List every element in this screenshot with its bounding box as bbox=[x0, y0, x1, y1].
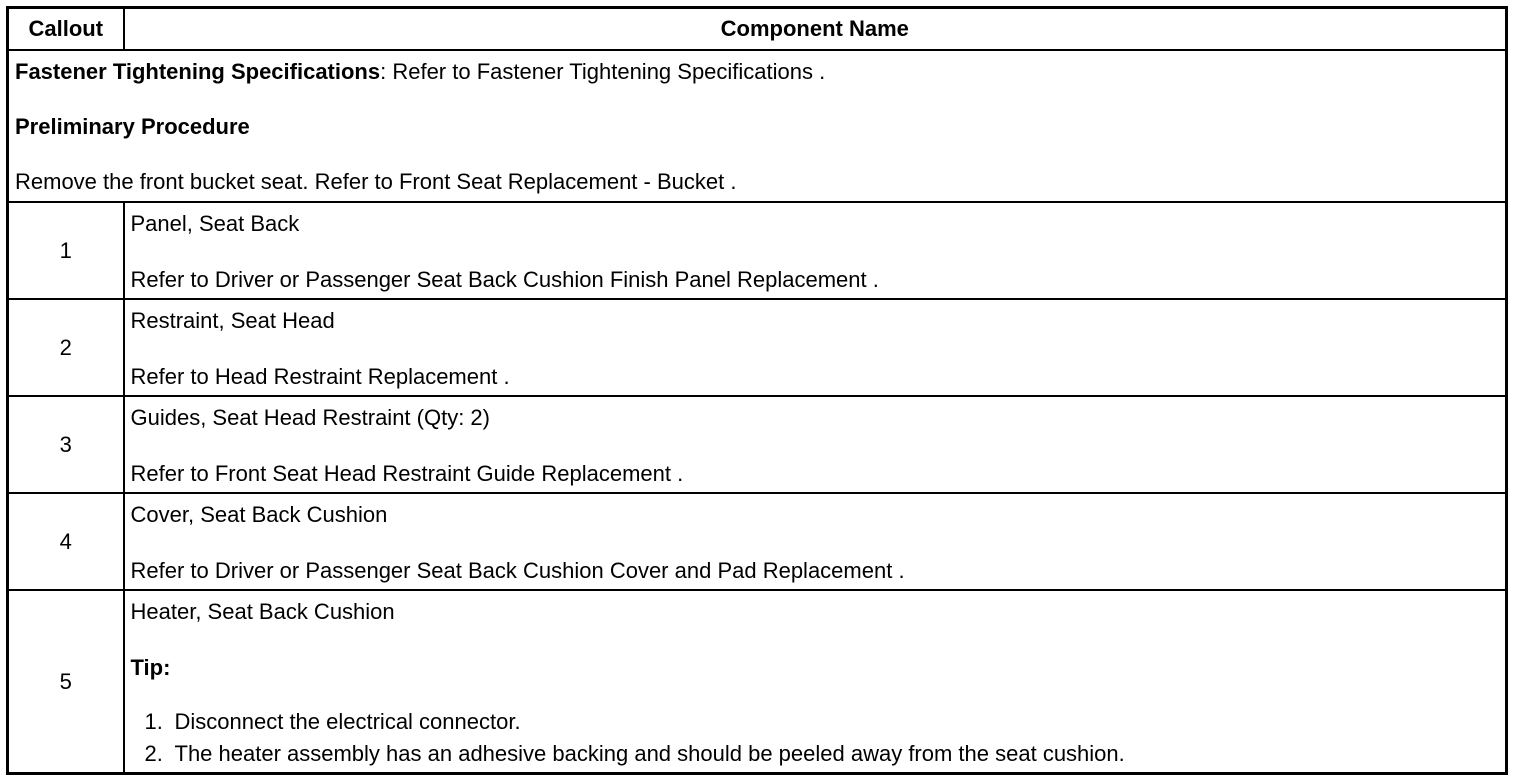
callout-cell: 5 bbox=[8, 590, 124, 774]
component-cell bbox=[124, 202, 1507, 299]
tip-item bbox=[145, 741, 1125, 767]
tip-number: 2. bbox=[144, 741, 163, 766]
callout-cell: 3 bbox=[8, 396, 124, 493]
callout-cell: 2 bbox=[8, 299, 124, 396]
component-cell bbox=[124, 396, 1507, 493]
component-name: Guides, Seat Head Restraint (Qty: 2) bbox=[130, 405, 490, 430]
intro-cell bbox=[8, 50, 1507, 202]
fastener-spec-line bbox=[15, 59, 825, 85]
table-row bbox=[8, 299, 1507, 396]
tip-text: The heater assembly has an adhesive backing and should be peeled away from the seat cushion. bbox=[174, 741, 1125, 766]
tip-number: 1. bbox=[144, 709, 163, 734]
component-name: Restraint, Seat Head bbox=[130, 308, 335, 333]
fastener-spec-label: Fastener Tightening Specifications bbox=[15, 59, 381, 84]
component-reference: Refer to Front Seat Head Restraint Guide Replacement . bbox=[130, 461, 684, 486]
preliminary-procedure-text: Remove the front bucket seat. Refer to Front Seat Replacement - Bucket . bbox=[15, 169, 737, 194]
component-name: Cover, Seat Back Cushion bbox=[130, 502, 388, 527]
component-cell bbox=[124, 299, 1507, 396]
callout-cell: 4 bbox=[8, 493, 124, 590]
component-name: Heater, Seat Back Cushion bbox=[130, 599, 395, 624]
table-header-row bbox=[8, 8, 1507, 51]
table-row bbox=[8, 202, 1507, 299]
table-row bbox=[8, 493, 1507, 590]
component-cell bbox=[124, 590, 1507, 774]
callout-cell: 1 bbox=[8, 202, 124, 299]
table-row bbox=[8, 590, 1507, 774]
intro-row bbox=[8, 50, 1507, 202]
component-table bbox=[6, 6, 1508, 775]
callout-header: Callout bbox=[8, 8, 124, 51]
component-name: Panel, Seat Back bbox=[130, 211, 300, 236]
fastener-spec-text: : Refer to Fastener Tightening Specifications . bbox=[380, 59, 826, 84]
component-reference: Refer to Head Restraint Replacement . bbox=[130, 364, 510, 389]
tip-item bbox=[145, 709, 521, 735]
component-reference: Refer to Driver or Passenger Seat Back Cushion Finish Panel Replacement . bbox=[130, 267, 879, 292]
tip-label: Tip: bbox=[130, 655, 171, 680]
tip-text: Disconnect the electrical connector. bbox=[174, 709, 521, 734]
component-name-header: Component Name bbox=[124, 8, 1507, 51]
table-row bbox=[8, 396, 1507, 493]
preliminary-procedure-heading: Preliminary Procedure bbox=[15, 114, 250, 139]
component-cell bbox=[124, 493, 1507, 590]
component-reference: Refer to Driver or Passenger Seat Back Cushion Cover and Pad Replacement . bbox=[130, 558, 905, 583]
